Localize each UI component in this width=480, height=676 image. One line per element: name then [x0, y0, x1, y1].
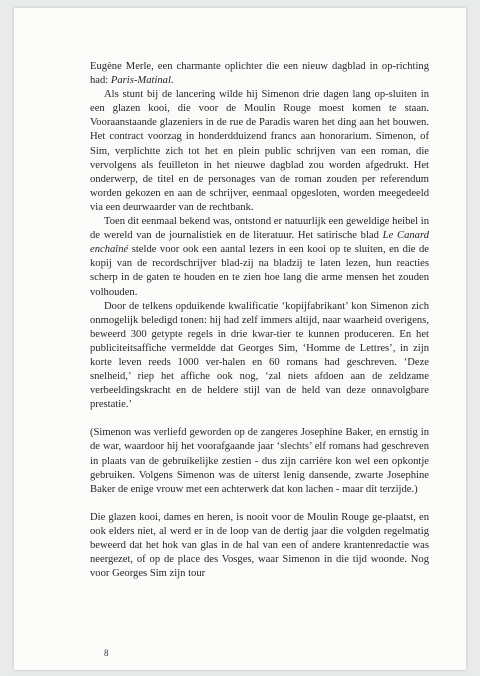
paragraph-4: Door de telkens opduikende kwalificatie ‘kopijfabrikant’ kon Simenon zich onmogelijk beledigd tonen: hij had zelf immers altijd, naar waarheid overigens, beweerd 300 getypte regels in drie kwar-tier te kunnen produceren. En het publiciteitsaffiche vermeldde dat Georges Sim, ‘Homme de Lettres’, in zijn korte leven reeds 1000 ver-halen en 60 romans had geschreven. ‘Deze snelheid,’ riep het affiche ook nog, ‘zal niets afdoen aan de zeldzame verbeeldingskracht en de heldere stijl van de held van deze onnavolgbare prestatie.’: [90, 300, 429, 411]
paragraph-2: Als stunt bij de lancering wilde hij Simenon drie dagen lang op-sluiten in een glazen kooi, die voor de Moulin Rouge moest komen te staan. Vooraanstaande glazeniers in de rue de Paradis waren het ding aan het bouwen. Het contract voorzag in honderdduizend francs aan honorarium. Simenon, of Sim, verplichtte zich tot het en plein public schrijven van een roman, die vervolgens als feuilleton in het nieuwe dagblad zou worden afgedrukt. Het onderwerp, de titel en de personages van de roman zouden per referendum worden gekozen en aan de schrijver, eenmaal opgesloten, worden meegedeeld via een deurwaarder van de rechtbank.: [90, 89, 429, 213]
paragraph-3: Toen dit eenmaal bekend was, ontstond er natuurlijk een geweldige heibel in de wereld van de journalistiek en de literatuur. Het satirische blad Le Canard enchaîné stelde voor ook een aantal lezers in een kooi op te sluiten, en die de kopij van de recordschrijver blad-zij na bladzij te laten lezen, hun reacties scherp in de gaten te houden en te zien hoe lang die arme mensen het zouden volhouden.: [90, 216, 429, 298]
paragraph-6: Die glazen kooi, dames en heren, is nooit voor de Moulin Rouge ge-plaatst, en ook elders niet, al werd er in de loop van de dertig jaar die volgden regelmatig beweerd dat het hok van glas in de hal van een of andere krantenredactie was neergezet, of op de place des Vosges, waar Simenon in die tijd woonde. Nog voor Georges Sim zijn tour: [90, 511, 429, 580]
page-number: 8: [104, 648, 109, 658]
body-text: [90, 60, 429, 581]
paragraph-1: Eugène Merle, een charmante oplichter die een nieuw dagblad in op-richting had: Paris-Matinal.: [90, 61, 429, 87]
paragraph-5-aside: (Simenon was verliefd geworden op de zangeres Josephine Baker, en ernstig in de war, waardoor hij het voorafgaande jaar ‘slechts’ elf romans had geschreven in plaats van de gebruikelijke zestien - dus zijn carrière kon wel een opkontje gebruiken. Volgens Simenon was de uiterst lenig dansende, zwarte Josephine Baker de enige vrouw met een achterwerk dat kon lachen - maar dit terzijde.): [90, 427, 429, 495]
book-page: [14, 8, 466, 670]
magazine-title: Le Canard enchaîné: [90, 230, 429, 256]
newspaper-title: Paris-Matinal: [110, 75, 171, 87]
